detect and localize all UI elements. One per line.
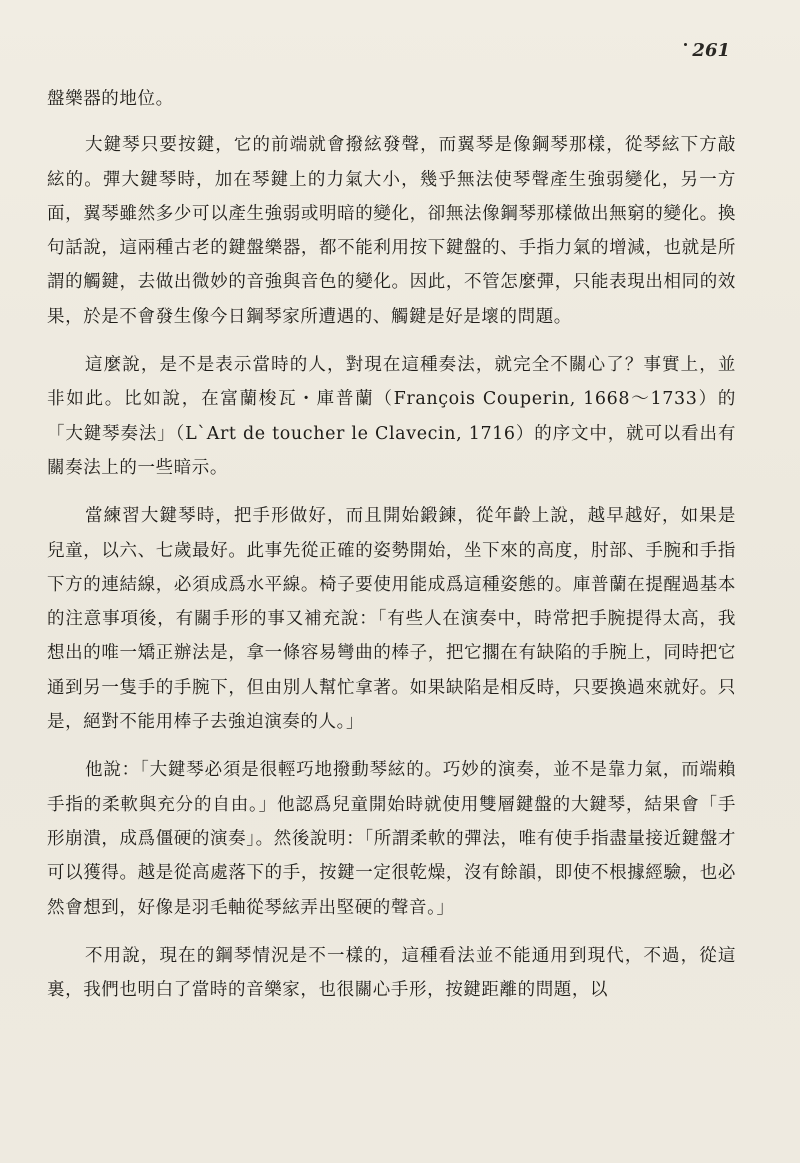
page-number: 261 [692,40,730,61]
paragraph-modern-piano: 不用說，現在的鋼琴情況是不一樣的，這種看法並不能通用到現代，不過，從這裏，我們也明白了當時的音樂家，也很關心手形，按鍵距離的問題，以 [47,945,736,1001]
paragraph-couperin-intro: 這麼說，是不是表示當時的人，對現在這種奏法，就完全不關心了？事實上，並非如此。比如說，在富蘭梭瓦・庫普蘭（François Couperin, 1668～1733）的「大鍵琴奏法」（L`Art de toucher le Clavecin, 1716）的序文中，就可以看出有關奏法上的一些暗示。 [47,355,736,478]
paragraph-hand-position: 當練習大鍵琴時，把手形做好，而且開始鍛鍊，從年齡上說，越早越好，如果是兒童，以六、七歲最好。此事先從正確的姿勢開始，坐下來的高度，肘部、手腕和手指下方的連結線，必須成爲水平線。椅子要使用能成爲這種姿態的。庫普蘭在提醒過基本的注意事項後，有關手形的事又補充說：「有些人在演奏中，時常把手腕提得太高，我想出的唯一矯正辦法是，拿一條容易彎曲的棒子，把它擱在有缺陷的手腕上，同時把它通到另一隻手的手腕下，但由別人幫忙拿著。如果缺陷是相反時，只要換過來就好。只是，絕對不能用棒子去強迫演奏的人。」 [47,506,736,733]
paragraph-continued: 盤樂器的地位。 [47,89,174,109]
paragraph-harpsichord-mechanism: 大鍵琴只要按鍵，它的前端就會撥絃發聲，而翼琴是像鋼琴那樣，從琴絃下方敲絃的。彈大鍵琴時，加在琴鍵上的力氣大小，幾乎無法使琴聲產生強弱變化，另一方面，翼琴雖然多少可以產生強弱或明暗的變化，卻無法像鋼琴那樣做出無窮的變化。換句話說，這兩種古老的鍵盤樂器，都不能利用按下鍵盤的、手指力氣的增減，也就是所謂的觸鍵，去做出微妙的音強與音色的變化。因此，不管怎麼彈，只能表現出相同的效果，於是不會發生像今日鋼琴家所遭遇的、觸鍵是好是壞的問題。 [47,135,736,327]
body-text [47,82,736,1021]
paragraph-couperin-quote: 他說：「大鍵琴必須是很輕巧地撥動琴絃的。巧妙的演奏，並不是靠力氣，而端賴手指的柔軟與充分的自由。」他認爲兒童開始時就使用雙層鍵盤的大鍵琴，結果會「手形崩潰，成爲僵硬的演奏」。然後說明：「所謂柔軟的彈法，唯有使手指盡量接近鍵盤才可以獲得。越是從高處落下的手，按鍵一定很乾燥，沒有餘韻，即使不根據經驗，也必然會想到，好像是羽毛軸從琴絃弄出堅硬的聲音。」 [47,760,736,918]
